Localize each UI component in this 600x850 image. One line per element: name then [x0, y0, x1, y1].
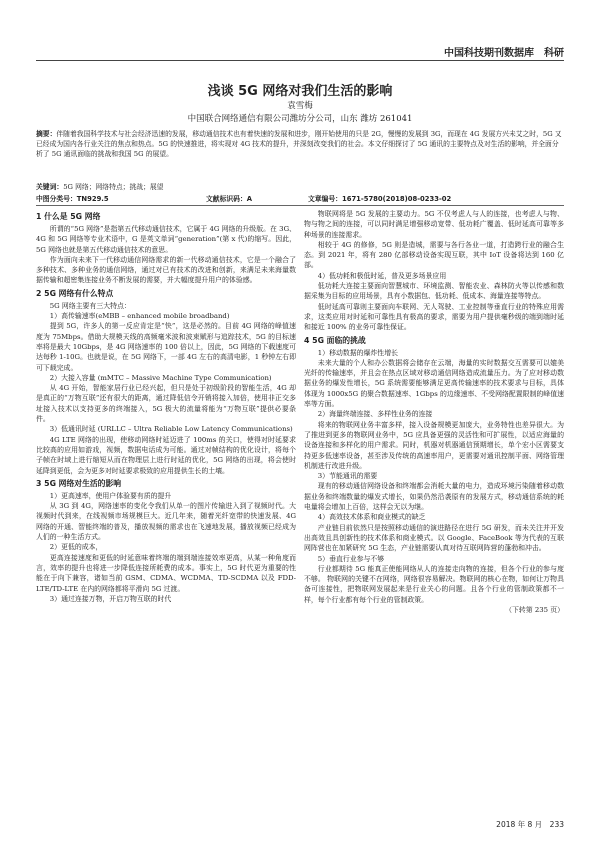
abstract-text: 伴随着我国科学技术与社会经济迅速的发展，移动通信技术也有着快速的发展和进步，刚开始使用的只是 2G，慢慢的发展到 3G，而现在 4G 发展方兴未艾之时，5G 又已经成为国内各行业关注的焦点和热点。5G 的快速推进，将实现对 4G 技术的提升，并深刻改变我们的社会。本文仔细探讨了 5G 通讯的主要特点及对生活的影响，并全面分析了 5G 通讯面临的挑战和我国 5G 的展望。 [36, 130, 562, 158]
left-column [36, 209, 296, 604]
section-heading: 1 什么是 5G 网络 [36, 212, 101, 221]
paragraph: 5G 网络主要有三大特点： [49, 301, 131, 310]
paragraph: 作为面向未来下一代移动通信网络需求的新一代移动通信技术，它是一个融合了多种技术、多种业务的通信网络，通过对已有技术的改进和创新，来满足未来海量数据传输和超密集连接业务不断发展的需要，并大幅度提升用户的体验感。 [36, 255, 296, 285]
paragraph: 物联网将是 5G 发展的主要动力。5G 不仅考虑人与人的连接，也考虑人与物、物与物之间的连接，可以同时满足增强移动宽带、低功耗广覆盖、低时延高可靠等多种场景的连接需求。 [304, 210, 564, 239]
article-author: 袁雪梅 [287, 101, 313, 111]
paragraph: 3）节能通讯的需要 [317, 472, 378, 481]
paragraph: 更高连接速度和更低的时延意味着终端的端到端连接效率更高，从某一种角度而言，效率的提升也将进一步降低连接所耗费的成本。事实上，5G 时代更为重要的性能在于向下兼容，诸如当前 GSM、CDMA、WCDMA、TD-SCDMA 以及 FDD-LTE/TD-LTE 在内的网络都将平滑向 5G 过渡。 [36, 553, 296, 593]
paragraph: 从 4G 开始，智能家居行业已经兴起，但只是处于初级阶段的智能生活，4G 却是真正的“万物互联”还有很大的距离，通过降低信令开销将接入加倍，使用非正交多址接入技术以支持更多的终端接入，5G 极大的流量将能为“万物互联”提供必要条件。 [36, 384, 296, 424]
section-heading: 3 5G 网络对生活的影响 [36, 478, 122, 488]
paragraph: 从 3G 到 4G，网络速率的变化令我们从单一的图片传输进入到了视频时代。大视频时代到来，在线视频市场规模巨大。近几年来，随着光纤宽带的快速发展、4G 网络的开通、智能终端的普及，播放视频的需求也在飞速地发展，播放视频已经成为人们的一种生活方式。 [36, 502, 296, 542]
paragraph: 将来的物联网业务丰富多样，接入设备规模更加庞大，业务特性也差异很大。为了推进到更多的物联网业务中，5G 应具备更强的灵活性和可扩展性，以适应海量的设备连接和多样化的用户需求。同时，机器对机器通信预期增长，单个宏小区需要支持更多低速率设备，甚至涉及传统的高速率用户，更需要对通讯控制平面、网络管理机制进行改进升级。 [304, 420, 564, 470]
header-rule [36, 60, 564, 61]
document-code: 文献标识码：A [206, 195, 253, 203]
paragraph: 3）通过连接万物，开启万物互联的时代 [49, 594, 172, 603]
paragraph: 2）大接入容量 (mMTC – Massive Machine Type Communication) [49, 373, 272, 382]
right-column [304, 209, 564, 615]
journal-header: 中国科技期刊数据库 科研 [444, 48, 564, 59]
clc-number: 中图分类号：TN929.5 [36, 195, 109, 203]
abstract-label: 摘要： [36, 130, 57, 138]
page-footer: 2018 年 8 月 233 [496, 820, 564, 829]
paragraph: 未来大量的个人和办公数据将会储存在云端，海量的实时数据交互需要可以媲美光纤的传输速率，并且会在热点区域对移动通信网络造成流量压力。为了应对移动数据业务的爆发性增长，5G 系统需要能够满足更高传输速率的技术要求与目标，具体体现为 1000x5G 的聚合数据速率、1Gbps 的边缘速率、不受网络配置限制的峰值速率等方面。 [304, 358, 564, 409]
paragraph: 4）高效技术体系和商业模式的缺乏 [317, 513, 426, 522]
paragraph: 2）更低的成本， [49, 543, 103, 552]
paragraph: 相较于 4G 的修修，5G 则是造城，需要与各行各业一道，打造跨行业的融合生态。到 2021 年，将有 280 亿部移动设备实现互联，其中 IoT 设备将达到 160 亿部。 [304, 240, 564, 270]
paragraph: 2）海量终端连接、多样性业务的连接 [317, 410, 433, 419]
paragraph: 提到 5G，许多人的第一反应肯定是“快”，这是必然的。目前 4G 网络的峰值速度为 75Mbps。借助大规模天线的高频毫米波和波束赋形与追踪技术，5G 的目标速率将是最大 10Gbps，是 4G 网络速率的 100 倍以上，因此，5G 网络的下载速度可达每秒 1-10G。也就是说，在 5G 网络下，一部 4G 左右的高清电影，1 秒钟左右即可下载完成。 [36, 322, 296, 372]
keywords [36, 181, 564, 191]
article-title: 浅谈 5G 网络对我们生活的影响 [207, 84, 393, 99]
paragraph: 行业都期待 5G 能真正使能网络从人的连接走向物的连接，但各个行业的参与度不够。 物联网的关键不在网络，网络很容易解决。物联网的核心在物，如何让万物具备可连接性，把物联网发展起来是行业关心的问题。且各个行业的管制政策都不一样，每个行业都有每个行业的管制政策。 [304, 564, 564, 604]
article-affiliation: 中国联合网络通信有限公司潍坊分公司，山东 潍坊 261041 [187, 114, 413, 124]
continued-note: （下转第 235 页） [505, 605, 564, 614]
article-number: 文章编号：1671-5780(2018)08-0233-02 [308, 195, 452, 203]
section-heading: 4 5G 面临的挑战 [304, 335, 366, 345]
paragraph: 现有的移动通信网络设备和终端都会消耗大量的电力，造成环境污染随着移动数据业务和终端数量的爆发式增长，如果仍然沿袭原有的发展方式，移动通信系统的耗电量将会增加上百倍，这样会无以为继。 [304, 482, 564, 512]
section-heading: 2 5G 网络有什么特点 [36, 288, 114, 298]
paragraph: 5）垂直行业参与不够 [317, 554, 385, 563]
paragraph: 低功耗大连接主要面向智慧城市、环境监测、智能农业、森林防火等以传感和数据采集为目标的应用场景，具有小数据包、低功耗、低成本、海量连接等特点。 [304, 282, 564, 301]
paragraph: 低时延高可靠则主要面向车联网、无人驾驶、工业控制等垂直行业的特殊应用需求，这类应用对时延和可靠性具有极高的要求，需要为用户提供毫秒级的端到端时延和接近 100% 的业务可靠性保证。 [304, 302, 564, 332]
paragraph: 1）移动数据的爆炸性增长 [317, 348, 398, 357]
paragraph: 产业链目前依然只是按照移动通信的演进路径在进行 5G 研发，而未关注并开发出高效且具创新性的技术体系和商业模式。以 Google、FaceBook 等为代表的互联网阵营也在加紧研究 5G 生态，产业链需要认真对待互联网阵营的蓬勃和冲击。 [304, 523, 564, 553]
paragraph: 1）更高速率，使用户体验要有质的提升 [49, 491, 172, 500]
paragraph: 4）低功耗和极低时延，普及更多场景应用 [317, 271, 447, 280]
meta-rule [36, 205, 564, 206]
paragraph: 1）高传输速率(eMBB – enhanced mobile broadband) [49, 312, 230, 321]
abstract [36, 129, 564, 159]
paragraph: 所谓的“5G 网络”是指第五代移动通信技术，它属于 4G 网络的升级版。在 3G、4G 和 5G 网络等专业术语中，G 是英文单词“generation”(第 x 代)的缩写。因此，5G 网络也就是第五代移动通信技术的意思。 [36, 225, 296, 254]
keywords-label: 关键词： [36, 183, 64, 191]
paragraph: 4G LTE 网络的出现，使移动网络时延迈进了 100ms 的关口，使得对时延要求比较高的应用如游戏，视频，数据电话成为可能。通过对帧结构的优化设计，将每个子帧在时域上进行缩短从而在物理层上进行时延的优化，5G 网络的出现，将会使时延降到更低，会为更多对时延要求极致的应用提供生长的土壤。 [36, 435, 296, 475]
keywords-text: 5G 网络；网络特点；挑战；展望 [63, 183, 164, 191]
paragraph: 3）低通讯时延 (URLLC – Ultra Reliable Low Latency Communications) [49, 425, 293, 434]
